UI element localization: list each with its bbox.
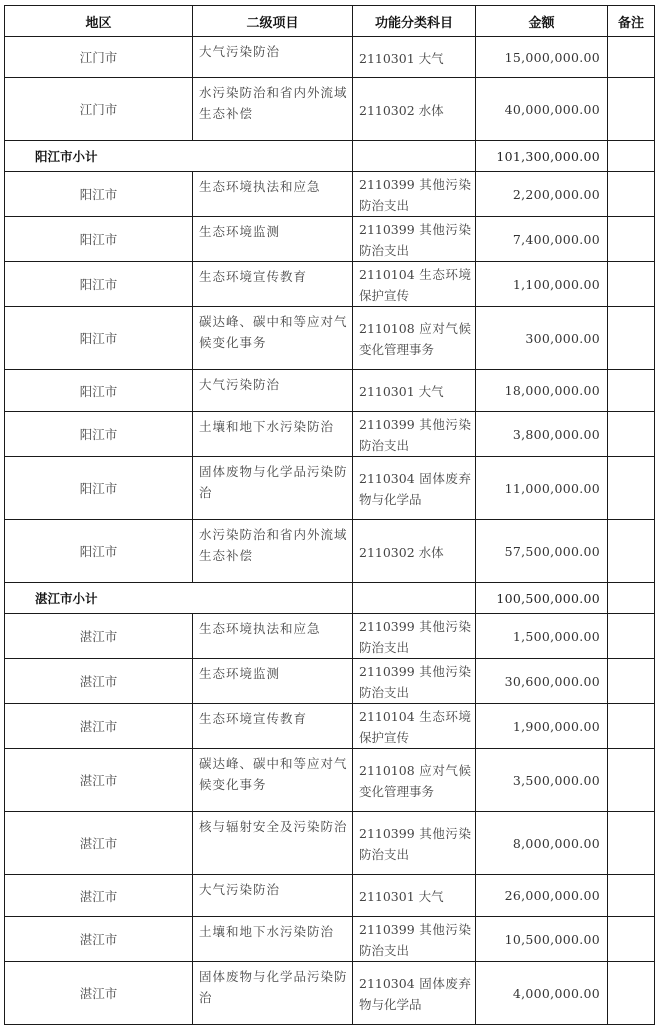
region-cell: 阳江市 (5, 412, 193, 457)
project-cell: 核与辐射安全及污染防治 (193, 812, 353, 875)
note-cell (608, 875, 655, 917)
function-category-cell: 2110301 大气 (353, 37, 476, 78)
table-row (5, 614, 655, 659)
note-cell (608, 37, 655, 78)
amount-cell: 30,600,000.00 (476, 659, 608, 704)
header-region: 地区 (5, 6, 193, 37)
note-cell (608, 917, 655, 962)
subtotal-amount: 101,300,000.00 (476, 141, 608, 172)
note-cell (608, 962, 655, 1025)
region-cell: 湛江市 (5, 614, 193, 659)
amount-cell: 40,000,000.00 (476, 78, 608, 141)
project-cell: 土壤和地下水污染防治 (193, 917, 353, 962)
note-cell (608, 704, 655, 749)
note-cell (608, 307, 655, 370)
header-project: 二级项目 (193, 6, 353, 37)
header-function-category: 功能分类科目 (353, 6, 476, 37)
note-cell (608, 749, 655, 812)
function-category-cell: 2110304 固体废弃物与化学品 (353, 962, 476, 1025)
function-cell (353, 583, 476, 614)
region-cell: 湛江市 (5, 812, 193, 875)
region-cell: 湛江市 (5, 917, 193, 962)
table-row (5, 917, 655, 962)
region-cell: 江门市 (5, 78, 193, 141)
region-cell: 阳江市 (5, 370, 193, 412)
note-cell (608, 262, 655, 307)
amount-cell: 57,500,000.00 (476, 520, 608, 583)
region-cell: 阳江市 (5, 172, 193, 217)
project-cell: 生态环境监测 (193, 659, 353, 704)
table-row (5, 457, 655, 520)
region-cell: 阳江市 (5, 307, 193, 370)
region-cell: 湛江市 (5, 704, 193, 749)
function-category-cell: 2110399 其他污染防治支出 (353, 614, 476, 659)
table-row (5, 370, 655, 412)
note-cell (608, 141, 655, 172)
subtotal-amount: 100,500,000.00 (476, 583, 608, 614)
function-category-cell: 2110399 其他污染防治支出 (353, 172, 476, 217)
project-cell: 水污染防治和省内外流域生态补偿 (193, 520, 353, 583)
amount-cell: 3,500,000.00 (476, 749, 608, 812)
table-row (5, 749, 655, 812)
function-category-cell: 2110302 水体 (353, 78, 476, 141)
function-category-cell: 2110104 生态环境保护宣传 (353, 262, 476, 307)
note-cell (608, 370, 655, 412)
region-cell: 湛江市 (5, 749, 193, 812)
region-cell: 阳江市 (5, 217, 193, 262)
amount-cell: 15,000,000.00 (476, 37, 608, 78)
region-cell: 阳江市 (5, 520, 193, 583)
table-header-row (5, 6, 655, 37)
amount-cell: 18,000,000.00 (476, 370, 608, 412)
region-cell: 阳江市 (5, 457, 193, 520)
project-cell: 碳达峰、碳中和等应对气候变化事务 (193, 749, 353, 812)
table-row (5, 520, 655, 583)
amount-cell: 300,000.00 (476, 307, 608, 370)
table-row (5, 78, 655, 141)
function-category-cell: 2110399 其他污染防治支出 (353, 412, 476, 457)
function-category-cell: 2110108 应对气候变化管理事务 (353, 749, 476, 812)
region-cell: 湛江市 (5, 659, 193, 704)
project-cell: 生态环境监测 (193, 217, 353, 262)
project-cell: 大气污染防治 (193, 875, 353, 917)
amount-cell: 26,000,000.00 (476, 875, 608, 917)
function-category-cell: 2110399 其他污染防治支出 (353, 917, 476, 962)
project-cell: 固体废物与化学品污染防治 (193, 962, 353, 1025)
amount-cell: 7,400,000.00 (476, 217, 608, 262)
amount-cell: 2,200,000.00 (476, 172, 608, 217)
budget-allocation-table (4, 5, 655, 1025)
region-cell: 湛江市 (5, 875, 193, 917)
project-cell: 水污染防治和省内外流域生态补偿 (193, 78, 353, 141)
project-cell: 碳达峰、碳中和等应对气候变化事务 (193, 307, 353, 370)
table-row (5, 172, 655, 217)
project-cell: 生态环境执法和应急 (193, 614, 353, 659)
function-cell (353, 141, 476, 172)
region-cell: 湛江市 (5, 962, 193, 1025)
project-cell: 固体废物与化学品污染防治 (193, 457, 353, 520)
note-cell (608, 412, 655, 457)
note-cell (608, 659, 655, 704)
note-cell (608, 614, 655, 659)
note-cell (608, 217, 655, 262)
table-row (5, 812, 655, 875)
function-category-cell: 2110399 其他污染防治支出 (353, 217, 476, 262)
table-row (5, 704, 655, 749)
function-category-cell: 2110302 水体 (353, 520, 476, 583)
amount-cell: 11,000,000.00 (476, 457, 608, 520)
table-row (5, 659, 655, 704)
note-cell (608, 172, 655, 217)
subtotal-row (5, 141, 655, 172)
note-cell (608, 78, 655, 141)
amount-cell: 4,000,000.00 (476, 962, 608, 1025)
amount-cell: 1,500,000.00 (476, 614, 608, 659)
table-row (5, 262, 655, 307)
note-cell (608, 457, 655, 520)
table-row (5, 412, 655, 457)
amount-cell: 1,900,000.00 (476, 704, 608, 749)
table-row (5, 875, 655, 917)
project-cell: 大气污染防治 (193, 37, 353, 78)
function-category-cell: 2110108 应对气候变化管理事务 (353, 307, 476, 370)
table-row (5, 307, 655, 370)
header-note: 备注 (608, 6, 655, 37)
note-cell (608, 520, 655, 583)
function-category-cell: 2110304 固体废弃物与化学品 (353, 457, 476, 520)
table-body (5, 37, 655, 1025)
subtotal-label: 湛江市小计 (5, 583, 353, 614)
amount-cell: 1,100,000.00 (476, 262, 608, 307)
table-row (5, 217, 655, 262)
subtotal-row (5, 583, 655, 614)
project-cell: 生态环境宣传教育 (193, 704, 353, 749)
amount-cell: 8,000,000.00 (476, 812, 608, 875)
table-row (5, 37, 655, 78)
amount-cell: 10,500,000.00 (476, 917, 608, 962)
subtotal-label: 阳江市小计 (5, 141, 353, 172)
region-cell: 江门市 (5, 37, 193, 78)
function-category-cell: 2110399 其他污染防治支出 (353, 659, 476, 704)
project-cell: 土壤和地下水污染防治 (193, 412, 353, 457)
table-row (5, 962, 655, 1025)
project-cell: 生态环境执法和应急 (193, 172, 353, 217)
region-cell: 阳江市 (5, 262, 193, 307)
function-category-cell: 2110104 生态环境保护宣传 (353, 704, 476, 749)
function-category-cell: 2110301 大气 (353, 370, 476, 412)
note-cell (608, 583, 655, 614)
function-category-cell: 2110301 大气 (353, 875, 476, 917)
project-cell: 大气污染防治 (193, 370, 353, 412)
header-amount: 金额 (476, 6, 608, 37)
function-category-cell: 2110399 其他污染防治支出 (353, 812, 476, 875)
note-cell (608, 812, 655, 875)
project-cell: 生态环境宣传教育 (193, 262, 353, 307)
amount-cell: 3,800,000.00 (476, 412, 608, 457)
